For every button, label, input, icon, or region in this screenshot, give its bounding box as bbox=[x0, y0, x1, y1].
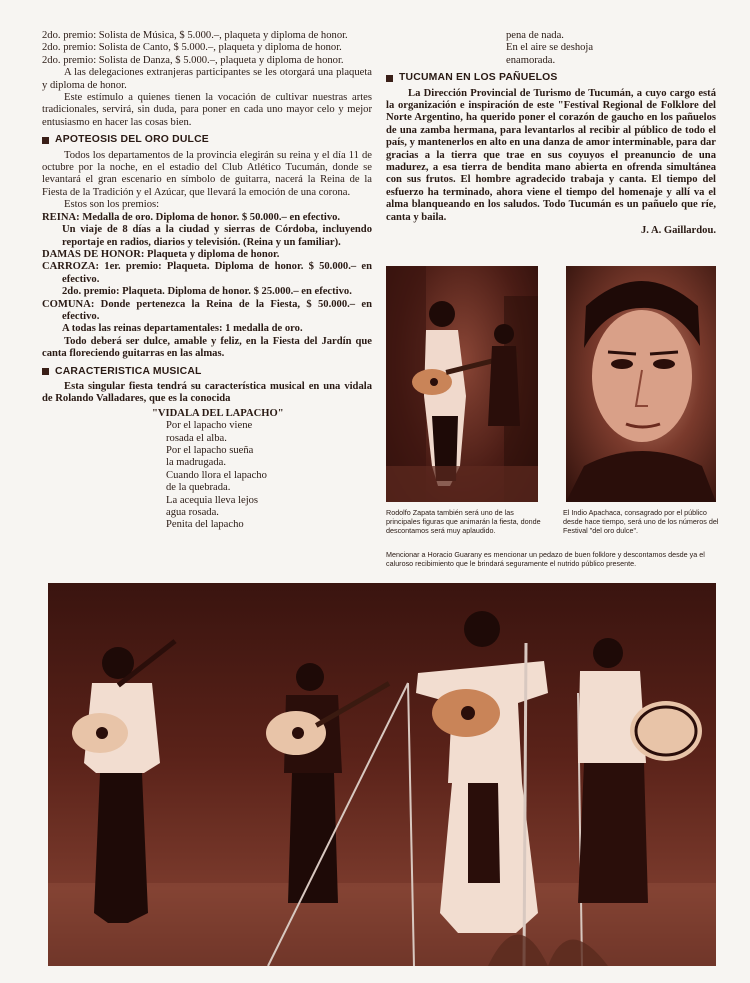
poem-title: "VIDALA DEL LAPACHO" bbox=[152, 407, 284, 419]
right-column bbox=[386, 30, 716, 238]
prize-damas: DAMAS DE HONOR: Plaqueta y diploma de honor. bbox=[42, 248, 280, 260]
portrait-face-icon bbox=[566, 266, 716, 502]
poem-line: En el aire se deshoja bbox=[506, 42, 594, 54]
caption-zapata: Rodolfo Zapata también será uno de las principales figuras que animarán la fiesta, donde descontamos será muy aplaudido. bbox=[386, 508, 541, 535]
poem-line: Penita del lapacho bbox=[166, 519, 244, 531]
caption-apachaca: El Indio Apachaca, consagrado por el público desde hace tiempo, será uno de los números del Festival "del oro dulce". bbox=[563, 508, 719, 535]
poem-line: rosada el alba. bbox=[166, 432, 227, 444]
prize-music: 2do. premio: Solista de Música, $ 5.000.–, plaqueta y diploma de honor. bbox=[42, 30, 348, 41]
left-column bbox=[42, 30, 372, 532]
poem-line: agua rosada. bbox=[166, 507, 219, 519]
section-heading-musical: CARACTERISTICA MUSICAL bbox=[42, 366, 372, 378]
paragraph-garden: Todo deberá ser dulce, amable y feliz, en la Fiesta del Jardín que canta floreciendo guitarras en las almas. bbox=[42, 335, 372, 360]
poem-line: pena de nada. bbox=[506, 30, 564, 41]
poem-line: Por el lapacho viene bbox=[166, 420, 253, 432]
poem-line: la madrugada. bbox=[166, 457, 227, 469]
photo-horacio-guarany-band bbox=[48, 583, 716, 966]
poem-line: de la quebrada. bbox=[166, 482, 231, 494]
prize-reina: REINA: Medalla de oro. Diploma de honor. $ 50.000.– en efectivo. bbox=[42, 211, 341, 223]
band-performance-icon bbox=[48, 583, 716, 966]
guitarist-figure-icon bbox=[386, 266, 538, 502]
paragraph-vidala: Esta singular fiesta tendrá su característica musical en una vidala de Rolando Valladares, que es la conocida bbox=[42, 380, 372, 405]
square-bullet-icon bbox=[386, 75, 393, 82]
poem-line: enamorada. bbox=[506, 54, 556, 66]
caption-guarany: Mencionar a Horacio Guarany es mencionar un pedazo de buen folklore y descontamos desde ya el caluroso recibimiento que le brindará seguramente el nutrido público presente. bbox=[386, 550, 705, 568]
prize-comuna: COMUNA: Donde pertenezca la Reina de la Fiesta, $ 50.000.– en efectivo. bbox=[42, 298, 372, 322]
paragraph-delegations: A las delegaciones extranjeras participantes se les otorgará una plaqueta y diploma de honor. bbox=[42, 67, 372, 91]
prize-song: 2do. premio: Solista de Canto, $ 5.000.–, plaqueta y diploma de honor. bbox=[42, 42, 342, 54]
paragraph-stimulus: Este estímulo a quienes tienen la vocación de cultivar nuestras artes tradicionales, servirá, sin duda, para poner en cada uno mayor celo y mejor entusiasmo en hacer las cosas bien. bbox=[42, 92, 372, 128]
poem-line: Cuando llora el lapacho bbox=[166, 469, 267, 481]
paragraph-prizes-intro: Estos son los premios: bbox=[64, 199, 160, 211]
poem-line: Por el lapacho sueña bbox=[166, 445, 254, 456]
poem-line: La acequia lleva lejos bbox=[166, 494, 259, 506]
prize-reina-trip: Un viaje de 8 días a la ciudad y sierras de Córdoba, incluyendo reportaje en radios, diarios y televisión. (Reina y un familiar). bbox=[62, 224, 372, 248]
section-heading-tucuman: TUCUMAN EN LOS PAÑUELOS bbox=[386, 72, 716, 84]
section-heading-apoteosis: APOTEOSIS DEL ORO DULCE bbox=[42, 134, 372, 146]
poem-continuation bbox=[506, 30, 716, 67]
paragraph-tucuman: La Dirección Provincial de Turismo de Tucumán, a cuyo cargo está la organización e inspiración de este "Festival Regional de Folklore del Norte Argentino, ha querido poner el corazón de gaucho en los pañuelos de una zamba hermana, para levantarlos al recibir al público de todo el país, y mantenerlos en alto en una danza de amor interminable, para dar gracias a la tierra que trae en sus coyuyos el preanuncio de una madurez, a esa tierra de bendita mano abierta en ofrenda simultánea con sus frutos. El hombre agradecido trabaja y canta. El tiempo del esfuerzo ha terminado, ahora viene el tiempo del homenaje y allí va el alma blanqueando en los saludos. Todo Tucumán es un pañuelo que ríe, canta y baila. bbox=[386, 87, 716, 223]
photo-indio-apachaca bbox=[566, 266, 716, 502]
square-bullet-icon bbox=[42, 137, 49, 144]
square-bullet-icon bbox=[42, 368, 49, 375]
author-signature: J. A. Gaillardou. bbox=[640, 225, 716, 237]
prize-departmental: A todas las reinas departamentales: 1 medalla de oro. bbox=[62, 323, 303, 335]
prize-carroza-second: 2do. premio: Plaqueta. Diploma de honor. $ 25.000.– en efectivo. bbox=[62, 286, 352, 298]
prize-dance: 2do. premio: Solista de Danza, $ 5.000.–, plaqueta y diploma de honor. bbox=[42, 54, 344, 66]
poem bbox=[166, 420, 372, 532]
prize-carroza: CARROZA: 1er. premio: Plaqueta. Diploma de honor. $ 50.000.– en efectivo. bbox=[42, 261, 372, 285]
photo-rodolfo-zapata bbox=[386, 266, 538, 502]
paragraph-queen-election: Todos los departamentos de la provincia elegirán su reina y el día 11 de octubre por la noche, en el estadio del Club Atlético Tucumán, donde se levantará el gran escenario en símbolo de guitarra, nacerá la Reina de la Fiesta de la Tradición y el Azúcar, que llevará la emoción de una corona. bbox=[42, 149, 372, 198]
